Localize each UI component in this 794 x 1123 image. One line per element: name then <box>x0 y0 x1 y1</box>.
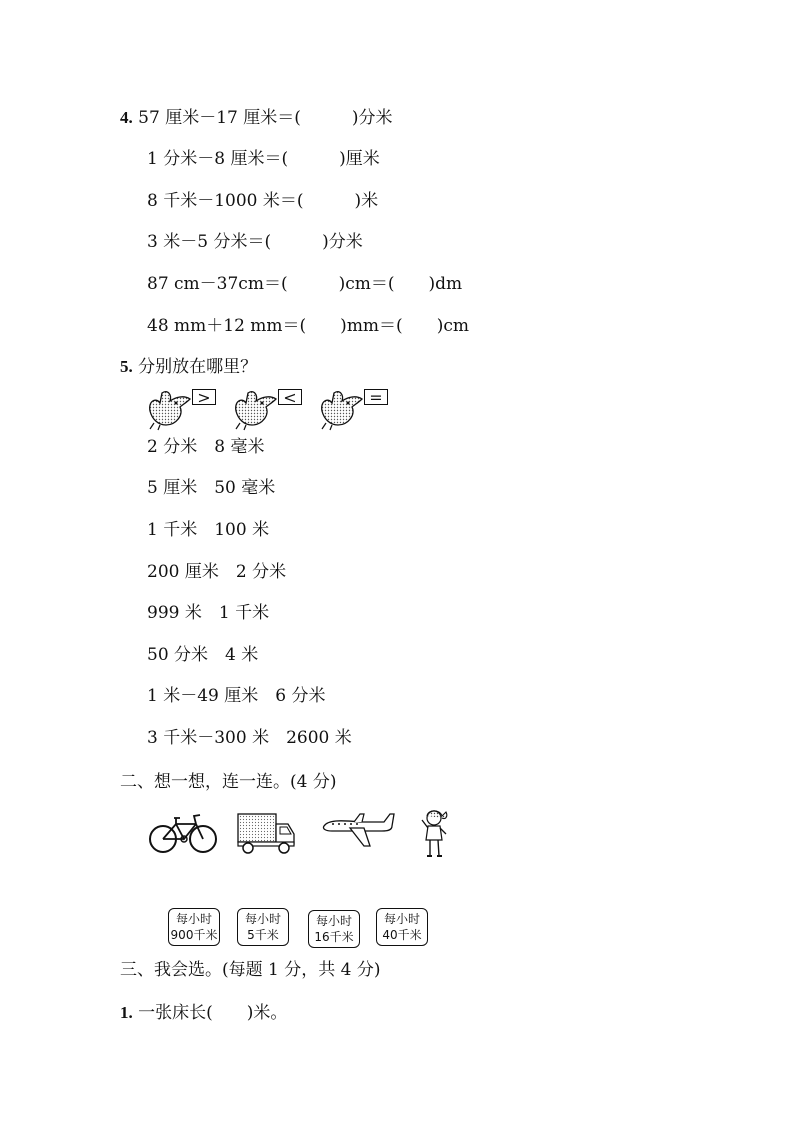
q5-item-2: 5 厘米 50 毫米 <box>147 478 276 498</box>
dove-icon <box>232 385 282 431</box>
q4-line-3: 8 千米－1000 米＝( )米 <box>147 191 379 211</box>
q5-item-3: 1 千米 100 米 <box>147 520 270 540</box>
speed-card-label: 每小时 <box>383 912 420 926</box>
q4-line-4: 3 米－5 分米＝( )分米 <box>147 232 363 252</box>
speed-card-900km <box>168 908 220 946</box>
q5-number: 5. <box>120 357 133 376</box>
q5-item-5: 999 米 1 千米 <box>147 603 270 623</box>
dove-icon <box>146 385 196 431</box>
bird-equals <box>318 385 398 431</box>
section3-q1 <box>120 1003 287 1023</box>
q4-number: 4. <box>120 108 133 127</box>
q5-item-8: 3 千米－300 米 2600 米 <box>147 728 352 748</box>
equals-symbol: = <box>364 389 388 405</box>
section3-title: 三、我会选。(每题 1 分，共 4 分) <box>120 960 381 980</box>
speed-card-value: 40千米 <box>382 928 422 942</box>
q5-prompt: 分别放在哪里？ <box>138 357 258 377</box>
speed-card-value: 16千米 <box>314 930 354 944</box>
speed-card-label: 每小时 <box>315 914 352 928</box>
q5-item-6: 50 分米 4 米 <box>147 645 259 665</box>
vehicle-pictures <box>146 806 476 862</box>
q5-item-7: 1 米－49 厘米 6 分米 <box>147 686 326 706</box>
bicycle-icon <box>148 806 218 856</box>
speed-card-40km <box>376 908 428 946</box>
speed-card-label: 每小时 <box>244 912 281 926</box>
q4-equation-1: 57 厘米－17 厘米＝( )分米 <box>138 108 393 128</box>
dove-icon <box>318 385 368 431</box>
symbol-birds <box>146 385 406 431</box>
section3-q1-text: 一张床长( )米。 <box>138 1003 288 1023</box>
section2-title: 二、想一想，连一连。(4 分) <box>120 772 337 792</box>
airplane-icon <box>320 806 396 856</box>
speed-card-5km <box>237 908 289 946</box>
bird-greater-than <box>146 385 226 431</box>
speed-card-value: 900千米 <box>170 928 218 942</box>
less-than-symbol: < <box>278 389 302 405</box>
q5-header <box>120 357 257 377</box>
bird-less-than <box>232 385 312 431</box>
truck-icon <box>236 806 298 856</box>
q5-item-1: 2 分米 8 毫米 <box>147 437 265 457</box>
q4-line-1 <box>120 108 393 128</box>
speed-card-value: 5千米 <box>247 928 279 942</box>
girl-walking-icon <box>418 806 452 862</box>
section3-q1-number: 1. <box>120 1003 133 1022</box>
q4-line-2: 1 分米－8 厘米＝( )厘米 <box>147 149 380 169</box>
q4-line-6: 48 mm＋12 mm＝( )mm＝( )cm <box>147 316 469 336</box>
q4-line-5: 87 cm－37cm＝( )cm＝( )dm <box>147 274 463 294</box>
speed-card-label: 每小时 <box>175 912 212 926</box>
greater-than-symbol: > <box>192 389 216 405</box>
q5-item-4: 200 厘米 2 分米 <box>147 562 287 582</box>
speed-card-16km <box>308 910 360 948</box>
